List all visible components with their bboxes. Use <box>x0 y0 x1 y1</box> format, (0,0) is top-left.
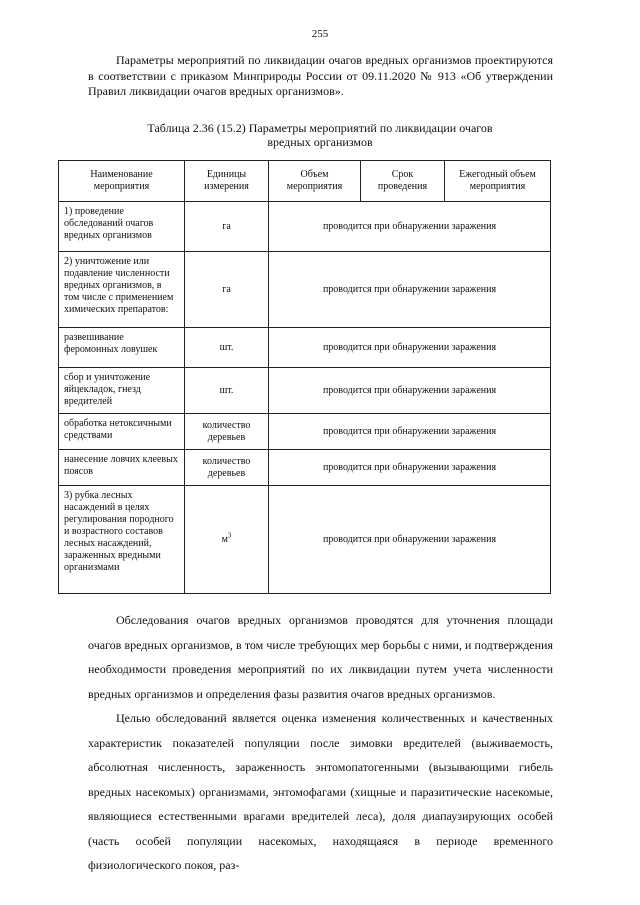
table-row <box>59 252 551 328</box>
table-row <box>59 368 551 414</box>
table-row <box>59 328 551 368</box>
row-note-cell: проводится при обнаружении заражения <box>269 328 551 368</box>
row-note-cell: проводится при обнаружении заражения <box>269 450 551 486</box>
row-name-cell: нанесение ловчих клеевых поясов <box>59 450 185 486</box>
row-note-cell: проводится при обнаружении заражения <box>269 368 551 414</box>
unit-superscript: 3 <box>227 531 232 540</box>
header-cell-unit: Единицы измерения <box>185 161 269 202</box>
header-cell-term: Срок проведения <box>361 161 445 202</box>
row-unit-cell <box>185 486 269 594</box>
row-note-cell: проводится при обнаружении заражения <box>269 486 551 594</box>
intro-paragraph: Параметры мероприятий по ликвидации очагов вредных организмов проектируются в соответствии с приказом Минприроды России от 09.11.2020 № 913 «Об утверждении Правил ликвидации очагов вредных организмов». <box>88 53 553 98</box>
table-row <box>59 450 551 486</box>
table-row <box>59 486 551 594</box>
row-unit-cell: количество деревьев <box>185 450 269 486</box>
table-header-row <box>59 161 551 202</box>
row-unit-cell: шт. <box>185 328 269 368</box>
table-caption-line-1: Таблица 2.36 (15.2) Параметры мероприятий по ликвидации очагов <box>147 121 493 135</box>
body-text <box>88 608 553 878</box>
row-name-cell: 1) проведение обследований очагов вредных организмов <box>59 202 185 252</box>
page-number: 255 <box>311 28 329 40</box>
header-cell-annual-volume: Ежегодный объем мероприятия <box>445 161 551 202</box>
body-paragraph-1: Обследования очагов вредных организмов проводятся для уточнения площади очагов вредных организмов, в том числе требующих мер борьбы с ними, и подтверждения необходимости проведения мероприятий по их ликвидации путем учета численности вредных организмов и определения фазы развития очагов вредных организмов. <box>88 613 553 701</box>
row-name-cell: обработка нетоксичными средствами <box>59 414 185 450</box>
row-note-cell: проводится при обнаружении заражения <box>269 202 551 252</box>
row-name-cell: развешивание феромонных ловушек <box>59 328 185 368</box>
table-row <box>59 414 551 450</box>
table-caption-line-2: вредных организмов <box>267 135 373 149</box>
header-cell-volume: Объем мероприятия <box>269 161 361 202</box>
row-name-cell: 2) уничтожение или подавление численности вредных организмов, в том числе с применением химических препаратов: <box>59 252 185 328</box>
row-unit-cell: га <box>185 202 269 252</box>
row-unit-cell: га <box>185 252 269 328</box>
row-note-cell: проводится при обнаружении заражения <box>269 252 551 328</box>
table-row <box>59 202 551 252</box>
header-cell-name: Наименование мероприятия <box>59 161 185 202</box>
row-unit-cell: шт. <box>185 368 269 414</box>
row-note-cell: проводится при обнаружении заражения <box>269 414 551 450</box>
body-paragraph-2: Целью обследований является оценка изменения количественных и качественных характеристик показателей популяции после зимовки вредителей (выживаемость, абсолютная численность, зараженность энтомопатогенными (вызывающими гибель вредных насекомых) организмами, энтомофагами (хищные и паразитические насекомые, являющиеся естественными врагами вредителей леса), доля диапаузирующих особей (часть особей популяции насекомых, находящаяся в периоде временного физиологического покоя, раз- <box>88 711 553 872</box>
measures-table <box>58 160 551 594</box>
row-name-cell: сбор и уничтожение яйцекладок, гнезд вредителей <box>59 368 185 414</box>
unit-text: м <box>221 533 228 545</box>
table-caption <box>90 121 550 149</box>
row-name-cell: 3) рубка лесных насаждений в целях регулирования породного и возрастного составов лесных насаждений, зараженных вредными организмами <box>59 486 185 594</box>
row-unit-cell: количество деревьев <box>185 414 269 450</box>
